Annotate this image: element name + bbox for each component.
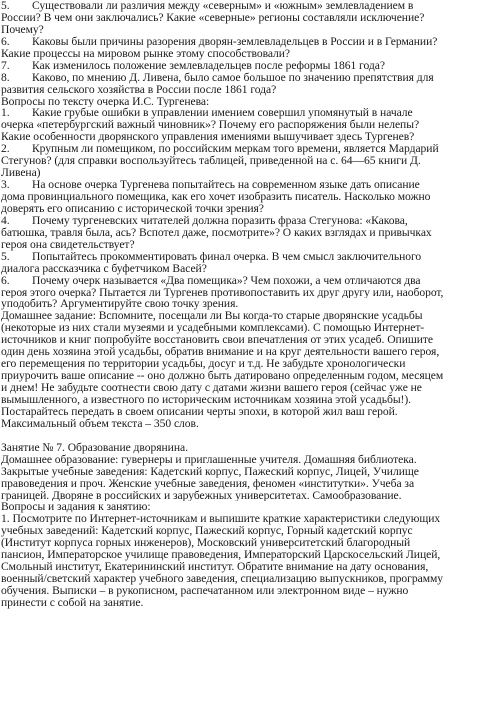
text-line (1, 275, 481, 287)
line-text: диалога рассказчика с буфетчиком Васей? (1, 262, 207, 275)
text-line (1, 203, 481, 215)
item-number: 3. (1, 179, 10, 191)
text-line (1, 119, 481, 131)
line-text: Крупным ли помещиком, по российским меркам того времени, является Мардарий (32, 143, 439, 156)
text-line (1, 107, 481, 119)
text-line: Закрытые учебные заведения: Кадетский корпус, Пажеский корпус, Лицей, Училище (1, 465, 419, 478)
lesson-heading: Занятие № 7. Образование дворянина. (1, 441, 188, 454)
line-text: Каково, по мнению Д. Ливена, было самое большое по значению препятствия для (32, 71, 434, 84)
text-line: Смольный институт, Екатерининский институт. Обратите внимание на дату основания, (1, 561, 429, 574)
text-line: Вопросы и задания к занятию: (1, 501, 151, 514)
text-line (1, 60, 481, 72)
line-text: (некоторые из них стали музеями и усадебными комплексами). С помощью Интернет- (1, 322, 425, 335)
text-line (1, 251, 481, 263)
line-text: Почему? (1, 23, 44, 36)
line-text: один день хозяина этой усадьбы, обратив внимание и на круг деятельности вашего героя, (1, 346, 440, 359)
text-line (1, 406, 481, 418)
text-line (1, 370, 481, 382)
text-line (1, 191, 481, 203)
seminar-questions-section (1, 0, 481, 430)
lesson-7-section (1, 442, 481, 609)
line-text: Вопросы по тексту очерка И.С. Тургенева: (1, 95, 210, 108)
text-line (1, 24, 481, 36)
text-line (1, 287, 481, 299)
line-text: Какие особенности дворянского управления имениями вышучивает здесь Тургенев? (1, 131, 415, 144)
line-text: героя она свидетельствует? (1, 238, 135, 251)
line-text: Попытайтесь прокомментировать финал очерка. В чем смысл заключительного (32, 250, 422, 263)
text-line (1, 298, 481, 310)
text-line: принести с собой на занятие. (1, 596, 144, 609)
text-line (1, 239, 481, 251)
line-text: развития сельского хозяйства в России после 1861 года? (1, 83, 277, 96)
text-line: Домашнее образование: гувернеры и приглашенные учителя. Домашняя библиотека. (1, 453, 417, 466)
item-number: 4. (1, 214, 10, 227)
text-line (1, 179, 481, 191)
line-text: источников и книг попробуйте восстановить свои впечатления от этих усадеб. Опишите (1, 334, 433, 347)
text-line (1, 0, 481, 12)
item-number: 2. (1, 143, 10, 156)
line-text: Какие процессы на мировом рынке этому способствовали? (1, 47, 291, 60)
item-number: 1. (1, 107, 10, 120)
text-line (1, 96, 481, 108)
text-line (1, 84, 481, 96)
line-text: Какие грубые ошибки в управлении имением совершил упомянутый в начале (32, 107, 413, 120)
line-text: Каковы были причины разорения дворян-землевладельцев в России и в Германии? (32, 35, 438, 48)
line-text: На основе очерка Тургенева попытайтесь на современном языке дать описание (32, 179, 420, 191)
text-line: пансион, Императорское училище правоведения, Императорский Царскосельский Лицей, (1, 549, 441, 562)
text-line (1, 72, 481, 84)
line-text: вымышленного, а известного по историческим источникам хозяина этой усадьбы!). (1, 393, 412, 406)
section-gap (1, 430, 481, 442)
text-line (1, 131, 481, 143)
item-number: 8. (1, 71, 10, 84)
text-line (1, 48, 481, 60)
text-line: обучения. Выписки – в рукописном, распечатанном или электронном виде – нужно (1, 585, 409, 597)
text-line (1, 358, 481, 370)
text-line (1, 310, 481, 322)
line-text: Стегунов? (для справки воспользуйтесь таблицей, приведенной на с. 64—65 книги Д. (1, 155, 421, 168)
text-line: военный/светский характер учебного заведения, специализацию выпускников, программу (1, 573, 444, 585)
line-text: его перемещения по территории усадьбы, досуг и т.д. Не забудьте хронологически (1, 358, 406, 371)
line-text: Постарайтесь передать в своем описании черты эпохи, в которой жил ваш герой. (1, 405, 398, 418)
text-line (1, 418, 481, 430)
item-number: 5. (1, 250, 10, 263)
line-text: Существовали ли различия между «северным» и «южным» землевладением в (32, 0, 414, 12)
line-text: Максимальный объем текста – 350 слов. (1, 417, 199, 430)
text-line (1, 215, 481, 227)
item-number: 6. (1, 274, 10, 287)
text-line (1, 263, 481, 275)
line-text: дома провинциального помещика, как его хочет изобразить писатель. Насколько можно (1, 191, 431, 203)
text-line (1, 155, 481, 167)
line-text: доверять его описанию с исторической точки зрения? (1, 202, 264, 215)
line-text: батюшка, травля была, ась? Вспотел даже, посмотрите»? О каких взглядах и привычках (1, 226, 432, 239)
text-line: учебных заведений: Кадетский корпус, Пажеский корпус, Горный кадетский корпус (1, 525, 413, 538)
line-text: и днем! Не забудьте соотнести свою дату с датами жизни вашего героя (сейчас уже не (1, 382, 422, 394)
text-line: границей. Дворяне в российских и зарубежных университетах. Самообразование. (1, 489, 402, 502)
text-line (1, 334, 481, 346)
text-line (1, 346, 481, 358)
text-line (1, 382, 481, 394)
line-text: уподобить? Аргументируйте свою точку зрения. (1, 298, 239, 311)
text-line (1, 322, 481, 334)
line-text: героя этого очерка? Пытается ли Тургенев противопоставить их друг другу или, наоборот, (1, 286, 444, 299)
text-line (1, 143, 481, 155)
item-number: 7. (1, 59, 10, 72)
text-line (1, 167, 481, 179)
text-line (1, 394, 481, 406)
line-text: Почему тургеневских читателей должна поразить фраза Стегунова: «Какова, (32, 214, 408, 227)
line-text: приурочить ваше описание -- оно должно быть датировано определенным годом, месяцем (1, 370, 444, 382)
text-line: 1. Посмотрите по Интернет-источникам и выпишите краткие характеристики следующих (1, 513, 441, 526)
item-number: 5. (1, 0, 10, 12)
text-line: (Институт корпуса горных инженеров), Московский университетский благородный (1, 537, 411, 550)
text-line (1, 12, 481, 24)
text-line (1, 227, 481, 239)
line-text: Как изменилось положение землевладельцев после реформы 1861 года? (32, 59, 385, 72)
line-text: России? В чем они заключались? Какие «северные» регионы составляли исключение? (1, 11, 425, 24)
line-text: Почему очерк называется «Два помещика»? Чем похожи, а чем отличаются два (32, 274, 421, 287)
item-number: 6. (1, 35, 10, 48)
line-text: очерка «петербургский важный чиновник»? Почему его распоряжения были нелепы? (1, 119, 420, 132)
text-line: правоведения и проч. Женские учебные заведения, феномен «институтки». Учеба за (1, 477, 415, 490)
line-text: Домашнее задание: Вспомните, посещали ли Вы когда-то старые дворянские усадьбы (1, 310, 423, 323)
text-line (1, 36, 481, 48)
line-text: Ливена) (1, 167, 41, 180)
